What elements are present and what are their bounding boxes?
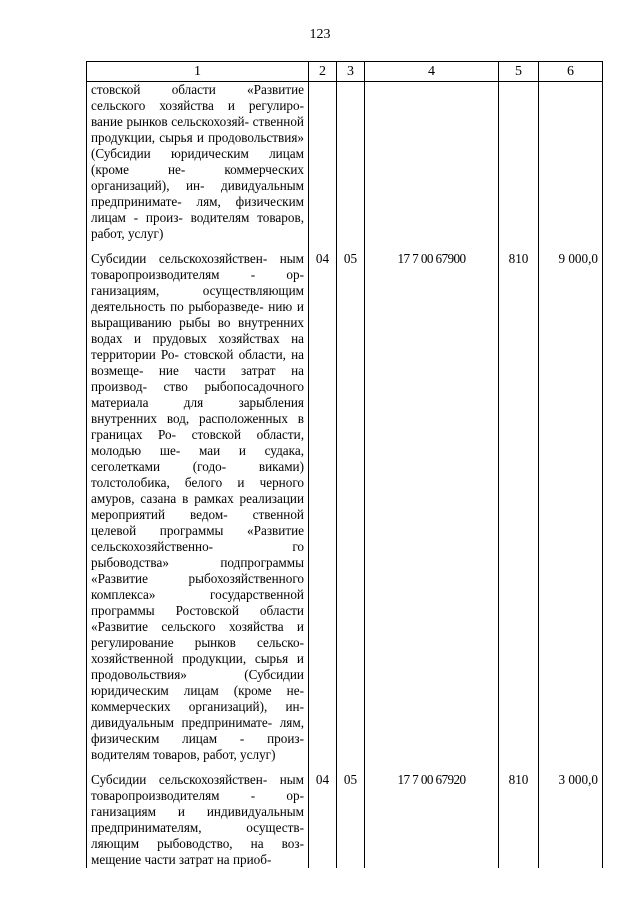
row-spacer <box>87 242 603 251</box>
column-header: 3 <box>337 62 365 82</box>
row-expense-type-code: 810 <box>499 772 539 868</box>
table-header-row <box>87 62 603 82</box>
budget-table <box>86 61 603 868</box>
row-amount: 9 000,0 <box>539 251 603 763</box>
row-target-article-code <box>365 82 499 243</box>
row-target-article-code: 17 7 00 67900 <box>365 251 499 763</box>
column-header: 2 <box>309 62 337 82</box>
row-spacer <box>87 763 603 772</box>
table-row <box>87 772 603 868</box>
row-expense-type-code <box>499 82 539 243</box>
row-target-article-code: 17 7 00 67920 <box>365 772 499 868</box>
page-number: 123 <box>309 27 331 42</box>
table-row <box>87 251 603 763</box>
column-header: 6 <box>539 62 603 82</box>
row-description: Субсидии сельскохозяйствен- ным товаропроизводителям - ор- ганизациям и индивидуальным предпринимателям, осуществ- ляющим рыбоводство, на воз- мещение части затрат на приоб- <box>87 772 309 868</box>
row-section-code: 04 <box>309 251 337 763</box>
column-header: 1 <box>87 62 309 82</box>
row-amount: 3 000,0 <box>539 772 603 868</box>
row-description: Субсидии сельскохозяйствен- ным товаропроизводителям - ор- ганизациям, осуществляющим деятельность по рыборазведе- нию и выращиванию рыбы во внутренних водах и прудовых хозяйствах на территории Ро- стовской области, на возмеще- ние части затрат на производ- ство рыбопосадочного материала для зарыбления внутренних вод, расположенных в границах Ро- стовской области, молодью ше- маи и судака, сеголетками (годо- виками) толстолобика, белого и черного амуров, сазана в рамках реализации мероприятий ведом- ственной целевой программы «Развитие сельскохозяйственно- го рыбоводства» подпрограммы «Развитие рыбохозяйственного комплекса» государственной программы Ростовской области «Развитие сельского хозяйства и регулирование рынков сельско- хозяйственной продукции, сырья и продовольствия» (Субсидии юридическим лицам (кроме не- коммерческих организаций), ин- дивидуальным предпринимате- лям, физическим лицам - произ- водителям товаров, работ, услуг) <box>87 251 309 763</box>
column-header: 4 <box>365 62 499 82</box>
column-header: 5 <box>499 62 539 82</box>
row-expense-type-code: 810 <box>499 251 539 763</box>
row-section-code <box>309 82 337 243</box>
row-amount <box>539 82 603 243</box>
row-subsection-code: 05 <box>337 251 365 763</box>
row-subsection-code: 05 <box>337 772 365 868</box>
table-row <box>87 82 603 243</box>
row-subsection-code <box>337 82 365 243</box>
row-section-code: 04 <box>309 772 337 868</box>
row-description: стовской области «Развитие сельского хозяйства и регулиро- вание рынков сельскохозяй- ственной продукции, сырья и продовольствия» (Субсидии юридическим лицам (кроме не- коммерческих организаций), ин- дивидуальным предпринимате- лям, физическим лицам - произ- водителям товаров, работ, услуг) <box>87 82 309 243</box>
